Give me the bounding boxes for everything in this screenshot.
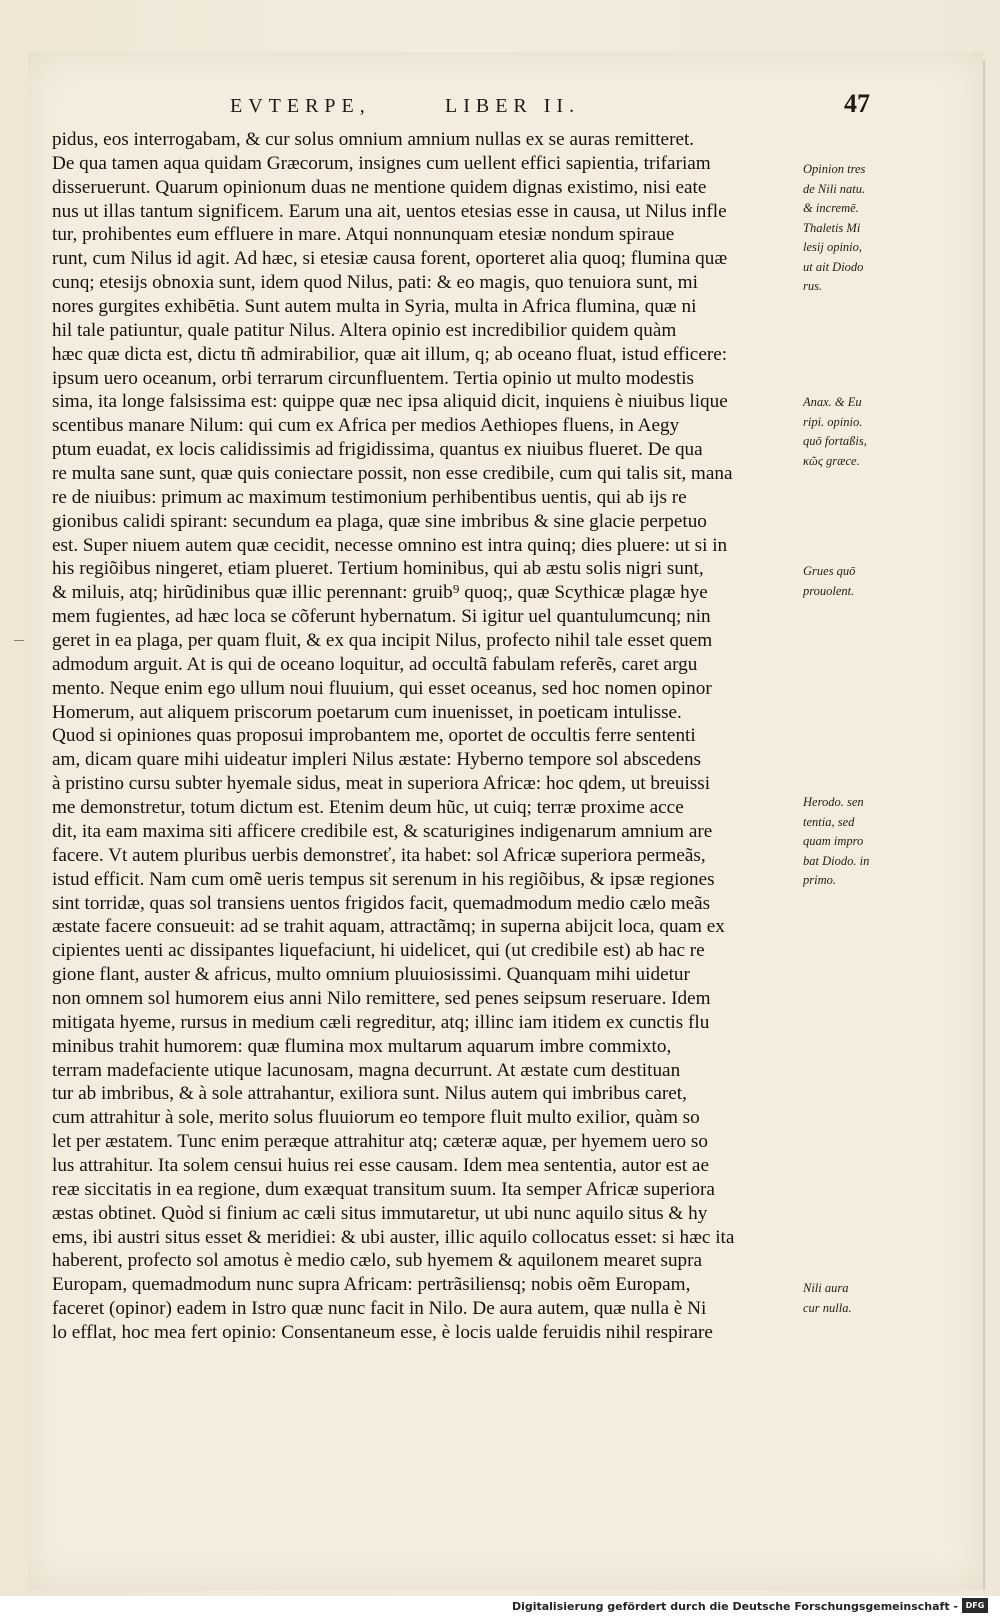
marginal-note-line: tentia, sed <box>803 814 855 829</box>
body-text <box>52 128 792 1345</box>
text-line: lus attrahitur. Ita solem censui huius rei esse causam. Idem mea sententia, autor est ae <box>52 1154 709 1176</box>
marginal-note-opinions <box>803 160 908 297</box>
running-head-liber: LIBER II. <box>445 95 581 117</box>
text-line: cipientes uenti ac dissipantes liquefaciunt, hi uidelicet, qui (ut credibile est) ab hac re <box>52 940 705 962</box>
marginal-note-line: Herodo. sen <box>803 795 864 809</box>
marginal-note-line: rus. <box>803 279 823 293</box>
marginal-note-line: ut ait Diodo <box>803 259 864 274</box>
text-line: admodum arguit. At is qui de oceano loquitur, ad occultã fabulam referẽs, caret argu <box>52 653 698 675</box>
text-line: faceret (opinor) eadem in Istro quæ nunc facit in Nilo. De aura autem, quæ nulla è Ni <box>52 1298 707 1320</box>
text-line: De qua tamen aqua quidam Græcorum, insignes cum uellent effici sapientia, trifariam <box>52 152 711 174</box>
text-line: lo efflat, hoc mea fert opinio: Consentaneum esse, è locis ualde feruidis nihil respirare <box>52 1321 713 1343</box>
text-line: am, dicam quare mihi uideatur impleri Nilus æstate: Hyberno tempore sol abscedens <box>52 749 702 771</box>
text-line: facere. Vt autem pluribus uerbis demonstreť, ita habet: sol Africæ superiora permeãs, <box>52 844 706 866</box>
text-line: ptum euadat, ex locis calidissimis ad frigidissima, quantus ex niuibus flueret. De qua <box>52 439 703 461</box>
marginal-note-line: quam impro <box>803 834 864 848</box>
text-line: mitigata hyeme, rursus in medium cæli regreditur, atq; illinc iam itidem ex cunctis flu <box>52 1011 710 1033</box>
text-line: re de niuibus: primum ac maximum testimonium perhibentibus uentis, qui ab ijs re <box>52 486 687 508</box>
text-line: est. Super niuem autem quæ cecidit, necesse omnino est intra quinq; dies pluere: ut si in <box>52 534 728 556</box>
text-line: ems, ibi austri situs esset & meridiei: & ubi auster, illic aquilo collocatus esset: si hæc ita <box>52 1226 735 1248</box>
text-line: istud efficit. Nam cum omẽ ueris tempus sit serenum in his regiõibus, & ipsæ regiones <box>52 868 715 890</box>
text-line: pidus, eos interrogabam, & cur solus omnium amnium nullas ex se auras remitteret. <box>52 129 695 150</box>
text-line: geret in ea plaga, per quam fluit, & ex qua incipit Nilus, profecto nihil tale esset quem <box>52 630 713 652</box>
text-line: nus ut illas tantum significem. Earum una ait, uentos etesias esse in causa, ut Nilus infle <box>52 200 727 222</box>
marginal-note-line: de Nili natu. <box>803 181 866 196</box>
marginal-note-line: quō fortaßis, <box>803 434 867 448</box>
marginal-note-line: prouolent. <box>803 583 855 598</box>
text-line: disseruerunt. Quarum opinionum duas ne mentione quidem dignas existimo, nisi eate <box>52 176 707 198</box>
marginal-note-line: & incremē. <box>803 201 859 215</box>
marginal-note-anaxagoras <box>803 393 908 471</box>
text-line: Quod si opiniones quas proposui improbantem me, oportet de occultis ferre sententi <box>52 725 696 747</box>
text-line: gionibus calidi spirant: secundum ea plaga, quæ sine imbribus & sine glacie perpetuo <box>52 510 707 532</box>
text-line: Europam, quemadmodum nunc supra Africam: pertrãsiliensq; nobis oẽm Europam, <box>52 1274 691 1296</box>
marginal-note-line: Thaletis Mi <box>803 220 861 235</box>
text-line: re multa sane sunt, quæ quis coniectare possit, non esse credibile, cum qui talis sit, mana <box>52 463 733 485</box>
running-head <box>230 89 870 125</box>
text-line: æstate facere consueuit: ad se trahit aquam, attractãmq; in superna abijcit loca, quam ex <box>52 916 725 938</box>
marginal-note-line: bat Diodo. in <box>803 853 870 868</box>
marginal-note-line: Grues quō <box>803 564 856 578</box>
text-line: his regiõibus ningeret, etiam plueret. Tertium hominibus, qui ab æstu solis nigri sunt, <box>52 558 704 580</box>
text-line: non omnem sol humorem eius anni Nilo remittere, sed penes seipsum reseruare. Idem <box>52 987 711 1009</box>
marginal-note-nile-aura <box>803 1279 908 1318</box>
text-line: sima, ita longe falsissima est: quippe quæ nec ipsa aliquid dicit, inquiens è niuibus lique <box>52 391 728 413</box>
marginal-note-cranes <box>803 562 908 601</box>
text-line: cum attrahitur à sole, merito solus fluuiorum eo tempore fluit multo exilior, quàm so <box>52 1107 700 1129</box>
text-line: terram madefaciente utique lacunosam, magna decurrunt. At æstate cum destituan <box>52 1059 681 1081</box>
marginal-note-line: primo. <box>803 873 836 887</box>
text-line: minibus trahit humorem: quæ flumina mox multarum aquarum imbre commixto, <box>52 1035 672 1057</box>
page-edge <box>983 60 985 1590</box>
text-line: cunq; etesijs obnoxia sunt, idem quod Nilus, pati: & eo magis, quo tenuiora sunt, mi <box>52 272 698 294</box>
footer-credit: Digitalisierung gefördert durch die Deutsche Forschungsgemeinschaft - <box>511 1600 958 1613</box>
text-line: tur ab imbribus, & à sole attrahantur, exiliora sunt. Nilus autem qui imbribus caret, <box>52 1083 687 1105</box>
text-line: gione flant, auster & africus, multo omnium pluuiosissimi. Quanquam mihi uidetur <box>52 964 690 986</box>
margin-mark <box>14 640 24 641</box>
text-line: tur, prohibentes eum effluere in mare. Atqui nonnunquam etesiæ nondum spiraue <box>52 224 675 246</box>
text-line: Homerum, aut aliquem priscorum poetarum cum inuenisset, in poeticam intulisse. <box>52 701 682 723</box>
marginal-note-line: Opinion tres <box>803 162 866 176</box>
text-line: me demonstretur, totum dictum est. Etenim deum hũc, ut cuiq; terræ proxime acce <box>52 797 684 819</box>
text-line: reæ siccitatis in ea regione, dum exæquat transitum suum. Ita semper Africæ superiora <box>52 1178 715 1200</box>
text-line: mento. Neque enim ego ullum noui fluuium, qui esset oceanus, sed hoc nomen opinor <box>52 677 712 699</box>
text-line: mem fugientes, ad hæc loca se cõferunt hybernatum. Si igitur uel quantulumcunq; nin <box>52 606 711 628</box>
running-head-book: EVTERPE, <box>230 95 371 117</box>
marginal-note-line: Anax. & Eu <box>803 395 862 409</box>
text-line: nores gurgites exhibētia. Sunt autem multa in Syria, multa in Africa flumina, quæ ni <box>52 296 697 318</box>
text-line: æstas obtinet. Quòd si finium ac cæli situs immutaretur, ut ubi nunc aquilo situs & hy <box>52 1202 708 1224</box>
page-number: 47 <box>844 89 870 118</box>
marginal-note-line: lesij opinio, <box>803 240 863 254</box>
text-line: dit, ita eam maxima siti afficere credibile est, & scaturigines indigenarum amnium are <box>52 820 713 842</box>
marginal-note-line: ripi. opinio. <box>803 414 863 429</box>
text-line: hæc quæ dicta est, dictu tñ admirabilior, quæ ait illum, q; ab oceano fluat, istud efficere: <box>52 343 728 365</box>
text-line: scentibus manare Nilum: qui cum ex Africa per medios Aethiopes fluens, in Aegy <box>52 415 680 437</box>
marginal-note-line: κῶς græce. <box>803 453 860 468</box>
dfg-logo: DFG <box>962 1598 988 1613</box>
marginal-note-herodotus <box>803 793 908 891</box>
text-line: ipsum uero oceanum, orbi terrarum circunfluentem. Tertia opinio ut multo modestis <box>52 367 694 389</box>
footer-bar <box>0 1596 1000 1623</box>
text-line: sint torridæ, quas sol transiens uentos frigidos facit, quemadmodum medio cælo meãs <box>52 892 711 914</box>
text-line: hil tale patiuntur, quale patitur Nilus. Altera opinio est incredibilior quidem quàm <box>52 319 677 341</box>
text-line: & miluis, atq; hirũdinibus quæ illic perennant: gruib⁹ quoq;, quæ Scythicæ plagæ hye <box>52 582 708 604</box>
marginal-note-line: cur nulla. <box>803 1300 852 1315</box>
text-line: à pristino cursu subter hyemale sidus, meat in superiora Africæ: hoc qdem, ut breuissi <box>52 773 711 795</box>
text-line: runt, cum Nilus id agit. Ad hæc, si etesiæ causa forent, oporteret alia quoq; flumina quæ <box>52 248 728 270</box>
text-line: let per æstatem. Tunc enim peræque attrahitur atq; cæteræ aquæ, per hyemem uero so <box>52 1131 708 1153</box>
marginal-note-line: Nili aura <box>803 1281 849 1295</box>
text-line: haberent, profecto sol amotus è medio cælo, sub hyemem & aquilonem mearet supra <box>52 1250 703 1272</box>
